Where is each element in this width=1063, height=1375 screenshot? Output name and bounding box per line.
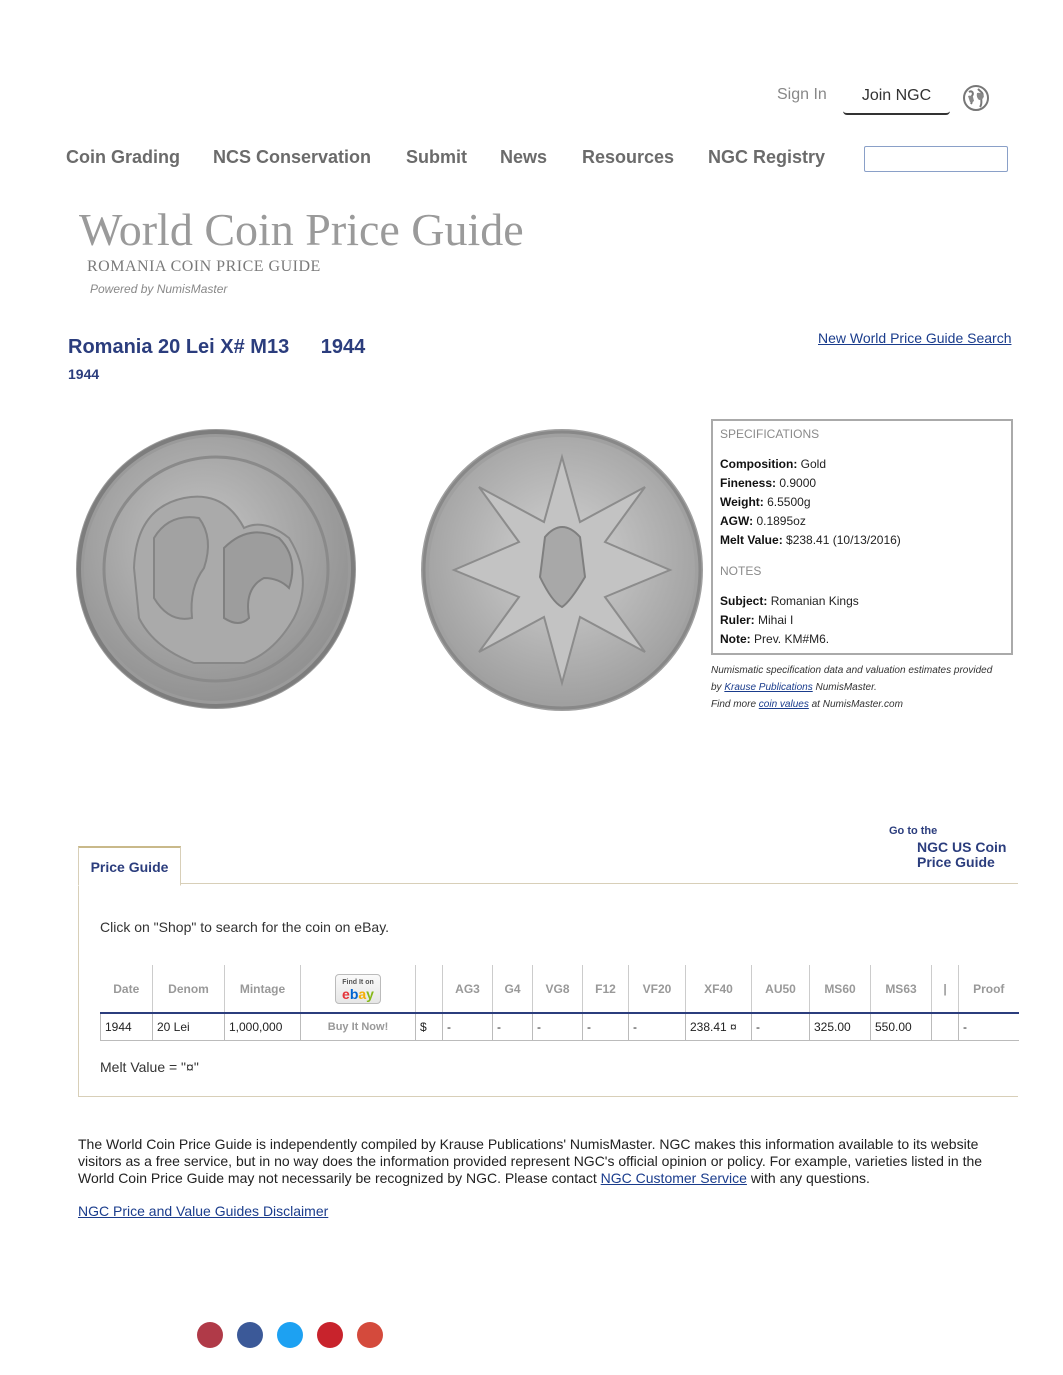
- us-price-guide-link-line2: Price Guide: [917, 854, 995, 870]
- note-subject: [720, 592, 1004, 611]
- spec-weight: [720, 493, 1004, 512]
- spec-value: 0.9000: [779, 476, 817, 490]
- cell-ag3: -: [443, 1013, 493, 1040]
- note-value: Romanian Kings: [770, 594, 859, 608]
- facebook-icon[interactable]: [237, 1322, 263, 1348]
- note-label: Ruler:: [720, 613, 755, 627]
- guides-disclaimer-link[interactable]: NGC Price and Value Guides Disclaimer: [78, 1203, 329, 1219]
- sign-in-link[interactable]: Sign In: [777, 86, 827, 103]
- attribution-find-more: Find more: [711, 699, 757, 710]
- new-search-link[interactable]: New World Price Guide Search: [818, 330, 1012, 346]
- cell-g4: -: [493, 1013, 533, 1040]
- nav-coin-grading[interactable]: Coin Grading: [66, 147, 180, 167]
- coin-obverse-image: [74, 428, 358, 715]
- cell-currency: $: [416, 1013, 443, 1040]
- ebay-find-text: Find It on: [342, 978, 374, 986]
- col-currency: [416, 965, 443, 1013]
- coin-heading: [68, 336, 365, 359]
- spec-value: 6.5500g: [767, 495, 811, 509]
- melt-value-note: Melt Value = "¤": [100, 1059, 199, 1075]
- attribution-by: by: [711, 682, 722, 693]
- cell-denom: 20 Lei: [153, 1013, 225, 1040]
- specifications-heading: SPECIFICATIONS: [720, 427, 820, 441]
- col-ms60: MS60: [810, 965, 871, 1013]
- join-ngc-button[interactable]: Join NGC: [843, 84, 950, 115]
- spec-label: Weight:: [720, 495, 764, 509]
- note-label: Note:: [720, 632, 751, 646]
- spec-value: $238.41 (10/13/2016): [786, 533, 901, 547]
- col-date: Date: [113, 981, 140, 996]
- ebay-find-badge[interactable]: [335, 974, 381, 1004]
- spec-label: Composition:: [720, 457, 798, 471]
- note-ruler: [720, 611, 1004, 630]
- twitter-icon[interactable]: [277, 1322, 303, 1348]
- google-plus-icon[interactable]: [357, 1322, 383, 1348]
- nav-ncs-conservation[interactable]: NCS Conservation: [213, 147, 372, 167]
- attribution-text: [711, 662, 1016, 713]
- attribution-line: [711, 679, 1016, 696]
- nav-news[interactable]: News: [500, 147, 548, 167]
- col-mintage: Mintage: [225, 965, 301, 1013]
- coin-name: Romania 20 Lei X# M13: [68, 336, 290, 358]
- cell-ms60: 325.00: [810, 1013, 871, 1040]
- note-value: Mihai I: [758, 613, 794, 627]
- col-g4: G4: [493, 965, 533, 1013]
- specifications-panel: [711, 419, 1013, 655]
- cell-proof: -: [959, 1013, 1019, 1040]
- buy-it-now-button[interactable]: Buy It Now!: [301, 1013, 416, 1040]
- cell-mintage: 1,000,000: [225, 1013, 301, 1040]
- col-ag3: AG3: [443, 965, 493, 1013]
- attribution-at: at NumisMaster.com: [811, 699, 903, 710]
- col-vf20: VF20: [629, 965, 686, 1013]
- cell-separator: [932, 1013, 959, 1040]
- notes-heading: NOTES: [720, 564, 762, 578]
- note-note: [720, 630, 1004, 649]
- coin-values-link[interactable]: coin values: [758, 699, 809, 710]
- coin-reverse-image: [420, 427, 704, 718]
- cell-vg8: -: [533, 1013, 583, 1040]
- spec-label: Fineness:: [720, 476, 777, 490]
- page-title: World Coin Price Guide: [79, 204, 524, 255]
- disclaimer-text: [78, 1136, 1008, 1187]
- spec-agw: [720, 512, 1004, 531]
- disclaimer-tail: with any questions.: [750, 1170, 870, 1186]
- col-f12: F12: [583, 965, 629, 1013]
- price-table: [100, 965, 1019, 1041]
- us-price-guide-link-line1: NGC US Coin: [917, 839, 1007, 855]
- cell-date: 1944: [101, 1013, 153, 1040]
- col-ebay[interactable]: [301, 965, 416, 1013]
- spec-composition: [720, 455, 1004, 474]
- col-vg8: VG8: [533, 965, 583, 1013]
- col-proof: Proof: [959, 965, 1019, 1013]
- spec-label: AGW:: [720, 514, 754, 528]
- attribution-line: Numismatic specification data and valuation estimates provided: [711, 665, 993, 676]
- goto-label: Go to the: [889, 825, 938, 837]
- col-ms63: MS63: [871, 965, 932, 1013]
- col-denom: Denom: [153, 965, 225, 1013]
- ebay-logo: ebay: [342, 985, 374, 1002]
- page-subtitle: ROMANIA COIN PRICE GUIDE: [87, 258, 321, 275]
- cell-vf20: -: [629, 1013, 686, 1040]
- col-xf40: XF40: [686, 965, 752, 1013]
- search-input[interactable]: [864, 146, 1008, 172]
- note-label: Subject:: [720, 594, 768, 608]
- table-row: [101, 1013, 1019, 1040]
- pinterest-icon[interactable]: [317, 1322, 343, 1348]
- coin-year: 1944: [320, 336, 366, 358]
- cell-au50: -: [752, 1013, 810, 1040]
- us-price-guide-link[interactable]: [917, 840, 1006, 870]
- globe-icon[interactable]: [962, 84, 990, 112]
- shop-hint: Click on "Shop" to search for the coin on eBay.: [100, 919, 390, 935]
- cell-ms63: 550.00: [871, 1013, 932, 1040]
- nav-resources[interactable]: Resources: [582, 147, 675, 167]
- powered-by: Powered by NumisMaster: [90, 282, 228, 296]
- tab-price-guide[interactable]: Price Guide: [78, 846, 181, 886]
- nav-ngc-registry[interactable]: NGC Registry: [708, 147, 826, 167]
- note-value: Prev. KM#M6.: [754, 632, 830, 646]
- nav-submit[interactable]: Submit: [406, 147, 467, 167]
- spec-melt-value: [720, 531, 1004, 550]
- table-header-row: [101, 965, 1019, 1013]
- col-au50: AU50: [752, 965, 810, 1013]
- attribution-line: [711, 696, 1016, 713]
- attribution-numismaster: NumisMaster.: [815, 682, 877, 693]
- disclaimer-body: The World Coin Price Guide is independently compiled by Krause Publications' NumisMaster. NGC makes this information available to its website visitors as a free service, but in no way does the information provided represent NGC's official opinion or policy. For example, varieties listed in the World Coin Price Guide may not necessarily be recognized by NGC. Please contact: [78, 1136, 983, 1186]
- spec-value: Gold: [800, 457, 827, 471]
- krause-link[interactable]: Krause Publications: [724, 682, 813, 693]
- col-separator: |: [932, 965, 959, 1013]
- spec-value: 0.1895oz: [756, 514, 806, 528]
- spec-fineness: [720, 474, 1004, 493]
- coin-year-label: 1944: [68, 366, 100, 382]
- cell-f12: -: [583, 1013, 629, 1040]
- spec-label: Melt Value:: [720, 533, 783, 547]
- social-icon[interactable]: [197, 1322, 223, 1348]
- cell-xf40: 238.41 ¤: [686, 1013, 752, 1040]
- customer-service-link[interactable]: NGC Customer Service: [600, 1170, 747, 1186]
